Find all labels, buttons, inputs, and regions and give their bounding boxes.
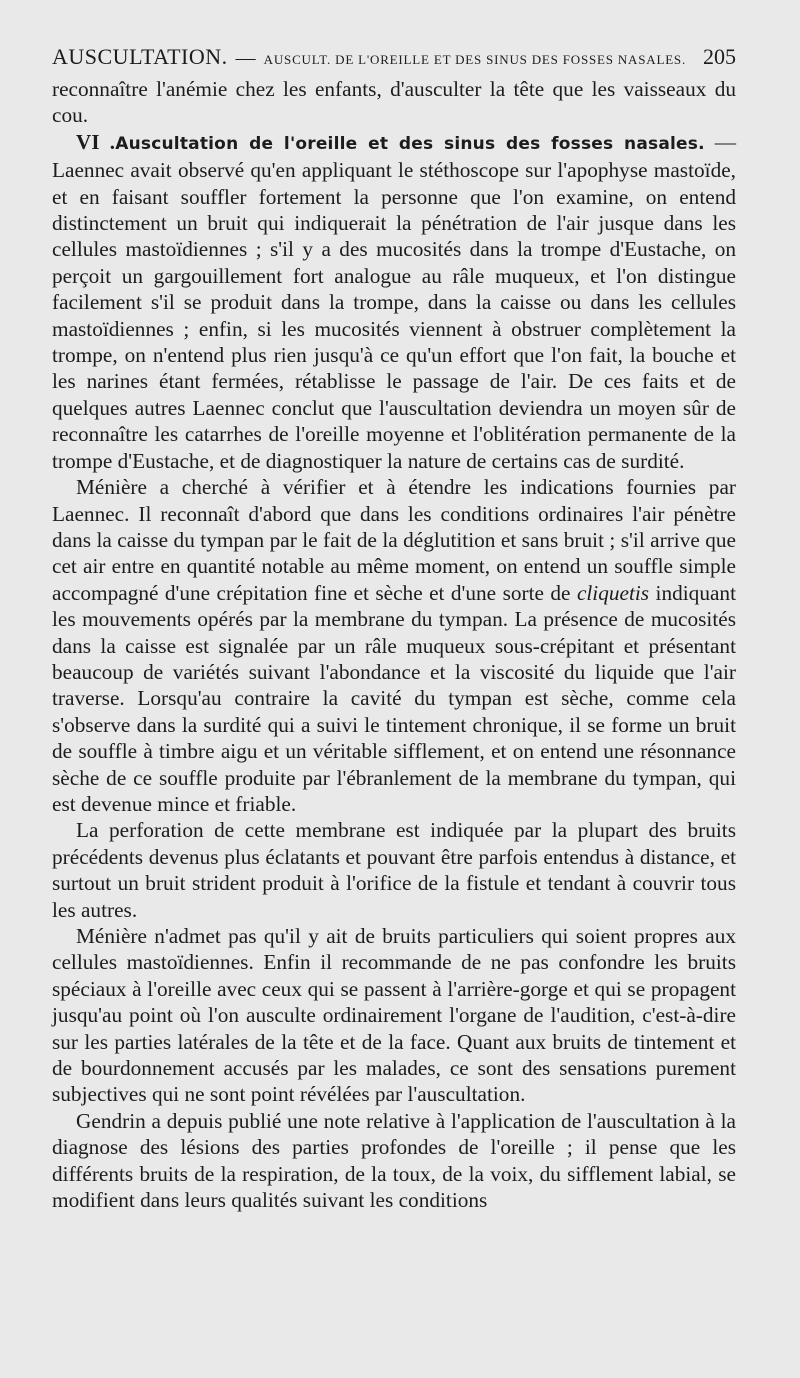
- section-body: — Laennec avait observé qu'en appliquant le stéthoscope sur l'apophyse mastoïde, et en faisant souffler fortement la personne que l'on examine, on entend distinctement un bruit qui indiquerait la pénétration de l'air jusque dans les cellules mastoïdiennes ; s'il y a des mucosités dans la trompe d'Eustache, on perçoit un gargouillement fort analogue au râle muqueux, et l'on distingue facilement s'il se produit dans la trompe, dans la caisse ou dans les cellules mastoïdiennes ; enfin, si les mucosités viennent à obstruer complètement la trompe, on n'entend plus rien jusqu'à ce qu'un effort que l'on fait, la bouche et les narines étant fermées, rétablisse le passage de l'air. De ces faits et de quelques autres Laennec conclut que l'auscultation deviendra un moyen sûr de reconnaître les catarrhes de l'oreille moyenne et l'oblitération permanente de la trompe d'Eustache, et de diagnostiquer la nature de certains cas de surdité.: [52, 129, 736, 473]
- paragraph-meniere-2: Ménière n'admet pas qu'il y ait de bruits particuliers qui soient propres aux cellules mastoïdiennes. Enfin il recommande de ne pas confondre les bruits spéciaux à l'oreille avec ceux qui se passent à l'arrière-gorge et qui se propagent jusqu'au point où l'on ausculte ordinairement l'organe de l'audition, c'est-à-dire sur les parties latérales de la tête et de la face. Quant aux bruits de tintement et de bourdonnement accusés par les malades, ce sont des sensations purement subjectives qui ne sont point révélées par l'auscultation.: [52, 924, 736, 1107]
- section-number: VI .: [76, 129, 116, 154]
- paragraph-continuation: reconnaître l'anémie chez les enfants, d'ausculter la tête que les vaisseaux du cou.: [52, 77, 736, 128]
- page-number: 205: [703, 44, 736, 69]
- section-heading: [76, 129, 705, 154]
- paragraph-text: indiquant les mouvements opérés par la membrane du tympan. La présence de mucosités dans la caisse est signalée par un râle muqueux sous-crépitant et présentant beaucoup de variétés suivant l'abondance et la viscosité du liquide que l'air traverse. Lorsqu'au contraire la cavité du tympan est sèche, comme cela s'observe dans la surdité qui a suivi le tintement chronique, il se forme un bruit de souffle à timbre aigu et un véritable sifflement, et on entend une résonnance sèche de ce souffle produite par l'ébranlement de la membrane du tympan, qui est devenue mince et friable.: [52, 580, 736, 816]
- section-title: Auscultation de l'oreille et des sinus des fosses nasales.: [115, 133, 705, 154]
- paragraph-text: Ménière a cherché à vérifier et à étendre les indications fournies par Laennec. Il reconnaît d'abord que dans les conditions ordinaires l'air pénètre dans la caisse du tympan par le fait de la déglutition et sans bruit ; s'il arrive que cet air entre en quantité notable au même moment, on entend un souffle simple accompagné d'une crépitation fine et sèche et d'une sorte de: [52, 475, 736, 605]
- paragraph-perforation: La perforation de cette membrane est indiquée par la plupart des bruits précédents devenus plus éclatants et pouvant être parfois entendus à distance, et surtout un bruit strident produit à l'orifice de la fistule et tendant à couvrir tous les autres.: [52, 818, 736, 922]
- paragraph-gendrin: Gendrin a depuis publié une note relative à l'application de l'auscultation à la diagnose des lésions des parties profondes de l'oreille ; il pense que les différents bruits de la respiration, de la toux, de la voix, du sifflement labial, se modifient dans leurs qualités suivant les conditions: [52, 1108, 736, 1213]
- running-head-separator: —: [235, 47, 256, 69]
- running-head-left: [52, 44, 686, 70]
- body-text: [52, 76, 736, 1213]
- paragraph-meniere-1: [52, 474, 736, 817]
- running-head: [52, 44, 736, 70]
- running-head-title: AUSCULTATION.: [52, 44, 228, 69]
- running-head-subtitle: AUSCULT. DE L'OREILLE ET DES SINUS DES FOSSES NASALES.: [263, 52, 687, 67]
- italic-term: cliquetis: [576, 580, 650, 605]
- paragraph-section-vi: [52, 129, 736, 474]
